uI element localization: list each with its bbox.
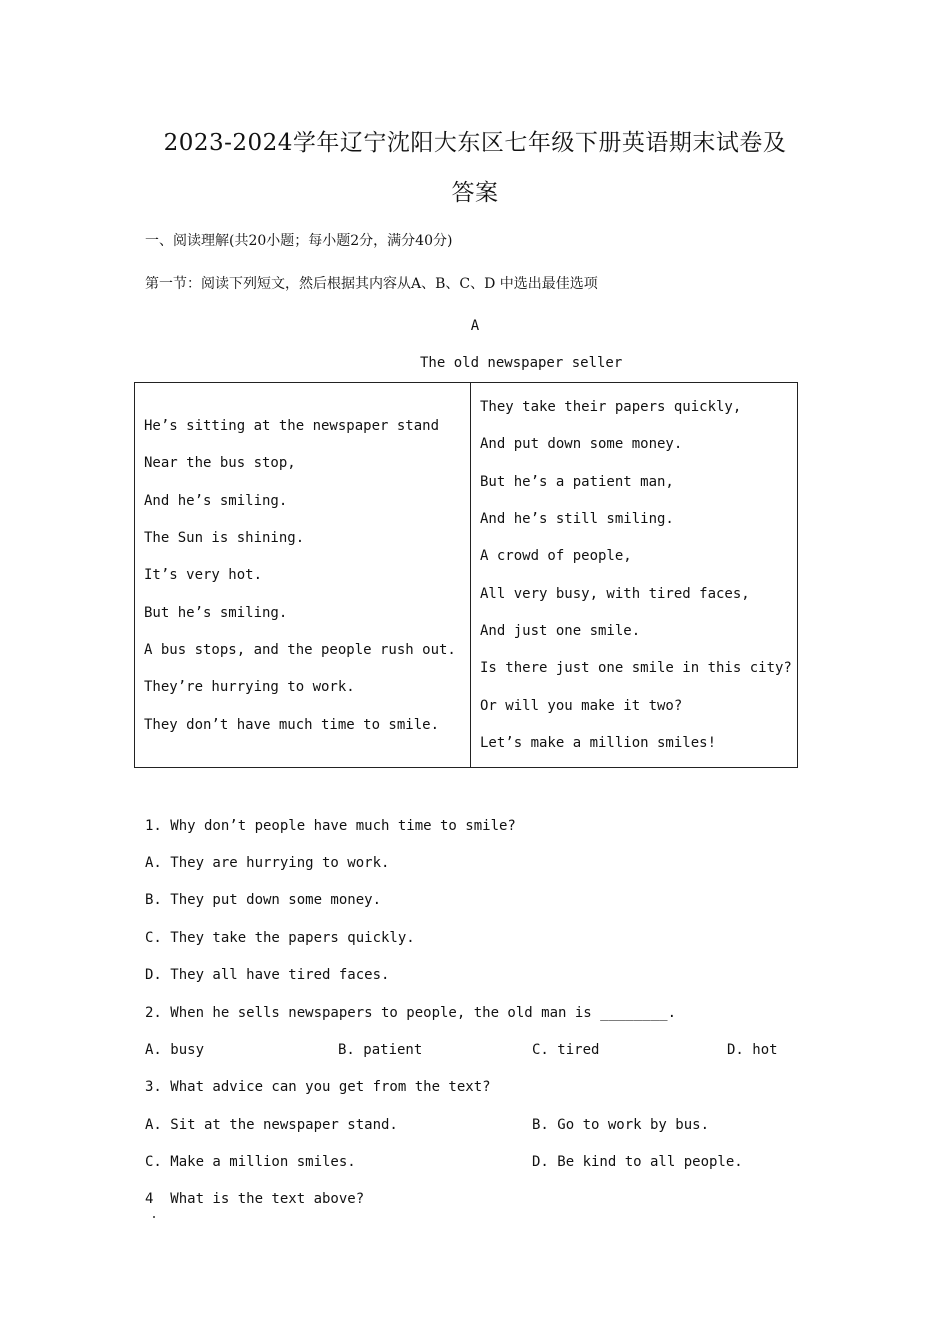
poem-line: And put down some money.: [480, 436, 683, 452]
question-3-stem: 3. What advice can you get from the text?: [145, 1079, 491, 1095]
poem-line: All very busy, with tired faces,: [480, 586, 750, 602]
poem-line: Let’s make a million smiles!: [480, 735, 717, 751]
stray-dot-mark: [153, 1216, 155, 1218]
question-3-option-a: A. Sit at the newspaper stand.: [145, 1117, 398, 1133]
poem-line: But he’s a patient man,: [480, 474, 674, 490]
poem-line: Near the bus stop,: [144, 455, 296, 471]
poem-line: Is there just one smile in this city?: [480, 660, 792, 676]
question-2-stem: 2. When he sells newspapers to people, the old man is ________.: [145, 1005, 677, 1021]
poem-line: They don’t have much time to smile.: [144, 717, 440, 733]
question-1-option-d: D. They all have tired faces.: [145, 967, 390, 983]
poem-table-divider: [470, 382, 471, 768]
poem-line: And he’s smiling.: [144, 493, 288, 509]
question-1-option-b: B. They put down some money.: [145, 892, 382, 908]
poem-line: They’re hurrying to work.: [144, 679, 355, 695]
question-1-stem: 1. Why don’t people have much time to smile?: [145, 818, 516, 834]
question-1-option-c: C. They take the papers quickly.: [145, 930, 415, 946]
question-3-option-d: D. Be kind to all people.: [532, 1154, 743, 1170]
poem-line: The Sun is shining.: [144, 530, 305, 546]
question-2-option-b: B. patient: [338, 1042, 423, 1058]
question-3-option-b: B. Go to work by bus.: [532, 1117, 710, 1133]
part-label: A: [470, 318, 480, 334]
poem-line: Or will you make it two?: [480, 698, 683, 714]
question-2-option-d: D. hot: [727, 1042, 778, 1058]
poem-line: And just one smile.: [480, 623, 641, 639]
section-heading: 一、阅读理解(共20小题；每小题2分，满分40分): [145, 233, 453, 249]
document-title-line2: 答案: [451, 180, 499, 206]
question-2-option-a: A. busy: [145, 1042, 205, 1058]
poem-line: It’s very hot.: [144, 567, 263, 583]
question-3-option-c: C. Make a million smiles.: [145, 1154, 356, 1170]
poem-line: But he’s smiling.: [144, 605, 288, 621]
poem-line: They take their papers quickly,: [480, 399, 742, 415]
document-title-line1: 2023-2024学年辽宁沈阳大东区七年级下册英语期末试卷及: [163, 130, 787, 156]
poem-title: The old newspaper seller: [420, 355, 623, 371]
poem-line: He’s sitting at the newspaper stand: [144, 418, 440, 434]
question-1-option-a: A. They are hurrying to work.: [145, 855, 390, 871]
question-4-stem: 4 What is the text above?: [145, 1191, 365, 1207]
poem-line: A crowd of people,: [480, 548, 632, 564]
question-2-option-c: C. tired: [532, 1042, 600, 1058]
poem-line: A bus stops, and the people rush out.: [144, 642, 456, 658]
poem-line: And he’s still smiling.: [480, 511, 674, 527]
section-instruction: 第一节：阅读下列短文，然后根据其内容从A、B、C、D 中选出最佳选项: [145, 276, 598, 292]
